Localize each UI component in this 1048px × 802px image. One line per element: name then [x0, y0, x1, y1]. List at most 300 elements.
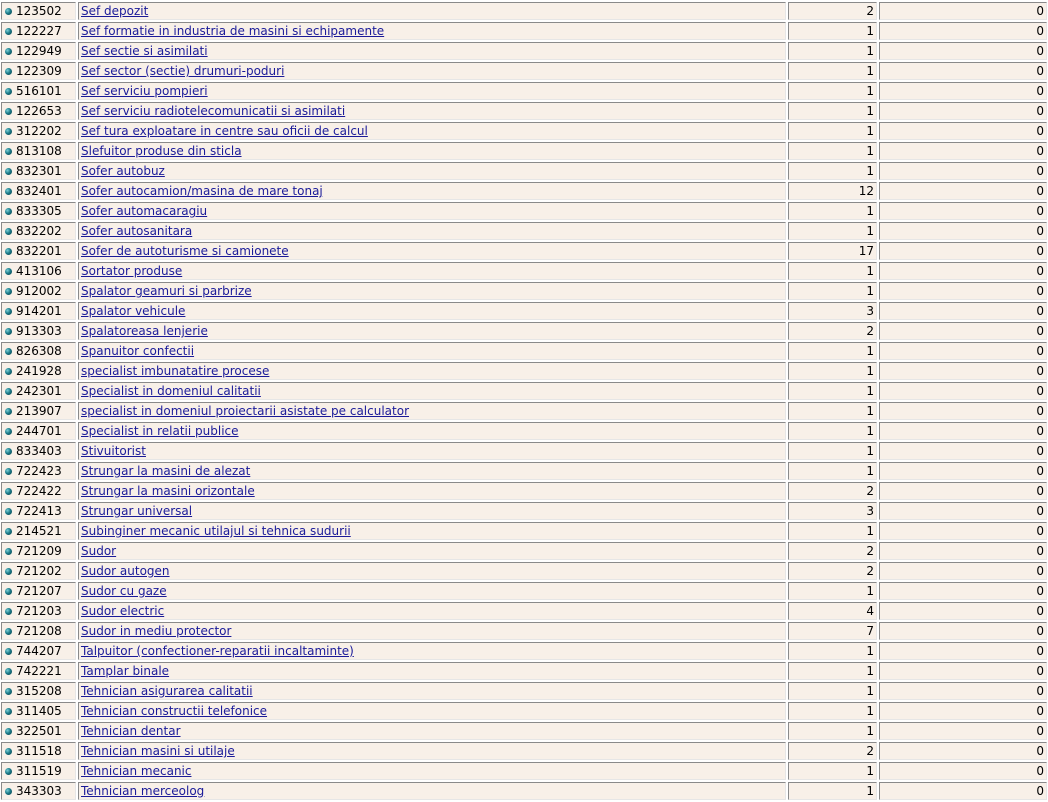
secondary-count: 0 [879, 62, 1047, 80]
table-row [1, 262, 1047, 280]
table-row [1, 702, 1047, 720]
vacancy-count: 3 [788, 302, 877, 320]
bullet-icon [5, 668, 12, 675]
occupation-code-cell [1, 222, 76, 240]
secondary-count: 0 [879, 182, 1047, 200]
secondary-count: 0 [879, 122, 1047, 140]
bullet-icon [5, 468, 12, 475]
occupation-link[interactable]: specialist in domeniul proiectarii asistate pe calculator [81, 404, 409, 418]
bullet-icon [5, 328, 12, 335]
vacancy-count: 12 [788, 182, 877, 200]
vacancy-count: 1 [788, 222, 877, 240]
secondary-count: 0 [879, 702, 1047, 720]
occupation-link[interactable]: Sofer autocamion/masina de mare tonaj [81, 184, 323, 198]
bullet-icon [5, 28, 12, 35]
occupation-code: 315208 [16, 684, 62, 698]
table-row [1, 342, 1047, 360]
occupation-code-cell [1, 122, 76, 140]
occupation-code: 832401 [16, 184, 62, 198]
table-row [1, 82, 1047, 100]
occupation-code: 722423 [16, 464, 62, 478]
occupation-link[interactable]: Sofer de autoturisme si camionete [81, 244, 289, 258]
occupation-title-cell [78, 642, 786, 660]
occupation-code-cell [1, 82, 76, 100]
occupation-link[interactable]: Sudor [81, 544, 117, 558]
occupation-code: 242301 [16, 384, 62, 398]
occupation-title-cell [78, 242, 786, 260]
bullet-icon [5, 428, 12, 435]
occupation-link[interactable]: Slefuitor produse din sticla [81, 144, 242, 158]
occupation-link[interactable]: Sudor in mediu protector [81, 624, 232, 638]
occupation-link[interactable]: Subinginer mecanic utilajul si tehnica sudurii [81, 524, 351, 538]
table-row [1, 762, 1047, 780]
occupation-code-cell [1, 702, 76, 720]
occupation-code: 722422 [16, 484, 62, 498]
occupation-title-cell [78, 322, 786, 340]
occupation-code-cell [1, 642, 76, 660]
secondary-count: 0 [879, 422, 1047, 440]
vacancy-count: 1 [788, 162, 877, 180]
secondary-count: 0 [879, 602, 1047, 620]
occupation-code: 516101 [16, 84, 62, 98]
occupation-code-cell [1, 542, 76, 560]
vacancy-count: 1 [788, 122, 877, 140]
occupation-title-cell [78, 182, 786, 200]
occupation-link[interactable]: Stivuitorist [81, 444, 146, 458]
bullet-icon [5, 8, 12, 15]
secondary-count: 0 [879, 242, 1047, 260]
occupation-link[interactable]: Sudor autogen [81, 564, 170, 578]
occupation-link[interactable]: Tehnician dentar [81, 724, 181, 738]
occupation-code: 826308 [16, 344, 62, 358]
occupation-title-cell [78, 542, 786, 560]
secondary-count: 0 [879, 522, 1047, 540]
table-row [1, 142, 1047, 160]
occupation-link[interactable]: Sofer automacaragiu [81, 204, 208, 218]
occupation-link[interactable]: Sef sectie si asimilati [81, 44, 208, 58]
secondary-count: 0 [879, 2, 1047, 20]
table-row [1, 722, 1047, 740]
bullet-icon [5, 248, 12, 255]
bullet-icon [5, 648, 12, 655]
occupation-code-cell [1, 522, 76, 540]
secondary-count: 0 [879, 402, 1047, 420]
vacancy-count: 1 [788, 402, 877, 420]
bullet-icon [5, 128, 12, 135]
occupation-code-cell [1, 782, 76, 800]
table-row [1, 562, 1047, 580]
occupation-code: 213907 [16, 404, 62, 418]
vacancy-count: 1 [788, 702, 877, 720]
bullet-icon [5, 168, 12, 175]
vacancy-count: 1 [788, 362, 877, 380]
occupation-code-cell [1, 282, 76, 300]
table-row [1, 22, 1047, 40]
bullet-icon [5, 88, 12, 95]
occupation-link[interactable]: Sofer autobuz [81, 164, 165, 178]
secondary-count: 0 [879, 682, 1047, 700]
occupation-title-cell [78, 722, 786, 740]
secondary-count: 0 [879, 502, 1047, 520]
occupation-code-cell [1, 762, 76, 780]
occupation-title-cell [78, 622, 786, 640]
occupation-title-cell [78, 442, 786, 460]
secondary-count: 0 [879, 482, 1047, 500]
occupation-link[interactable]: Tehnician constructii telefonice [81, 704, 268, 718]
occupation-code: 721207 [16, 584, 62, 598]
bullet-icon [5, 608, 12, 615]
occupation-title-cell [78, 262, 786, 280]
occupation-code-cell [1, 382, 76, 400]
table-row [1, 502, 1047, 520]
occupation-code: 214521 [16, 524, 62, 538]
bullet-icon [5, 688, 12, 695]
table-row [1, 602, 1047, 620]
secondary-count: 0 [879, 382, 1047, 400]
occupation-code: 721203 [16, 604, 62, 618]
occupation-code: 721202 [16, 564, 62, 578]
bullet-icon [5, 728, 12, 735]
occupation-link[interactable]: Sef depozit [81, 4, 149, 18]
vacancy-count: 17 [788, 242, 877, 260]
occupation-link[interactable]: Tehnician asigurarea calitatii [81, 684, 253, 698]
table-row [1, 462, 1047, 480]
occupation-title-cell [78, 782, 786, 800]
secondary-count: 0 [879, 282, 1047, 300]
occupation-link[interactable]: Tehnician masini si utilaje [81, 744, 235, 758]
occupation-link[interactable]: Sef serviciu pompieri [81, 84, 208, 98]
occupation-code-cell [1, 202, 76, 220]
occupation-link[interactable]: Tehnician merceolog [81, 784, 205, 798]
secondary-count: 0 [879, 362, 1047, 380]
vacancy-count: 1 [788, 102, 877, 120]
vacancy-count: 1 [788, 62, 877, 80]
table-row [1, 382, 1047, 400]
occupation-code-cell [1, 562, 76, 580]
occupation-code: 832202 [16, 224, 62, 238]
vacancy-count: 2 [788, 322, 877, 340]
occupation-link[interactable]: Sudor cu gaze [81, 584, 167, 598]
secondary-count: 0 [879, 342, 1047, 360]
occupation-code: 914201 [16, 304, 62, 318]
occupation-code-cell [1, 462, 76, 480]
occupation-title-cell [78, 222, 786, 240]
bullet-icon [5, 228, 12, 235]
secondary-count: 0 [879, 202, 1047, 220]
vacancy-count: 1 [788, 422, 877, 440]
vacancy-count: 2 [788, 2, 877, 20]
bullet-icon [5, 148, 12, 155]
occupation-code: 312202 [16, 124, 62, 138]
bullet-icon [5, 628, 12, 635]
occupation-code: 722413 [16, 504, 62, 518]
occupation-code-cell [1, 342, 76, 360]
vacancy-count: 2 [788, 562, 877, 580]
table-row [1, 742, 1047, 760]
occupation-link[interactable]: specialist imbunatatire procese [81, 364, 270, 378]
occupation-code-cell [1, 362, 76, 380]
occupation-title-cell [78, 42, 786, 60]
table-row [1, 642, 1047, 660]
secondary-count: 0 [879, 82, 1047, 100]
bullet-icon [5, 288, 12, 295]
occupation-link[interactable]: Tamplar binale [81, 664, 170, 678]
occupation-code: 122309 [16, 64, 62, 78]
vacancy-count: 1 [788, 762, 877, 780]
table-row [1, 682, 1047, 700]
occupation-title-cell [78, 22, 786, 40]
vacancy-count: 3 [788, 502, 877, 520]
bullet-icon [5, 528, 12, 535]
occupation-link[interactable]: Specialist in domeniul calitatii [81, 384, 261, 398]
vacancy-count: 1 [788, 522, 877, 540]
occupation-code-cell [1, 602, 76, 620]
bullet-icon [5, 448, 12, 455]
occupation-code: 311518 [16, 744, 62, 758]
vacancy-count: 1 [788, 262, 877, 280]
occupation-code: 122949 [16, 44, 62, 58]
occupation-link[interactable]: Strungar universal [81, 504, 193, 518]
occupation-code: 912002 [16, 284, 62, 298]
occupation-link[interactable]: Sortator produse [81, 264, 183, 278]
occupation-code-cell [1, 262, 76, 280]
occupation-title-cell [78, 102, 786, 120]
vacancy-count: 1 [788, 282, 877, 300]
vacancy-count: 1 [788, 582, 877, 600]
occupation-link[interactable]: Sef serviciu radiotelecomunicatii si asimilati [81, 104, 346, 118]
occupation-title-cell [78, 162, 786, 180]
occupation-title-cell [78, 422, 786, 440]
secondary-count: 0 [879, 22, 1047, 40]
occupation-link[interactable]: Sef formatie in industria de masini si echipamente [81, 24, 385, 38]
occupation-code-cell [1, 662, 76, 680]
table-row [1, 442, 1047, 460]
occupation-code: 721208 [16, 624, 62, 638]
table-row [1, 202, 1047, 220]
occupation-code: 122653 [16, 104, 62, 118]
bullet-icon [5, 768, 12, 775]
occupation-link[interactable]: Spanuitor confectii [81, 344, 195, 358]
table-row [1, 302, 1047, 320]
secondary-count: 0 [879, 582, 1047, 600]
table-row [1, 422, 1047, 440]
occupation-code-cell [1, 502, 76, 520]
occupation-code-cell [1, 442, 76, 460]
occupation-code: 122227 [16, 24, 62, 38]
occupation-title-cell [78, 382, 786, 400]
vacancy-count: 1 [788, 462, 877, 480]
occupation-code: 311519 [16, 764, 62, 778]
table-row [1, 42, 1047, 60]
bullet-icon [5, 408, 12, 415]
bullet-icon [5, 488, 12, 495]
occupation-code-cell [1, 422, 76, 440]
occupation-code: 244701 [16, 424, 62, 438]
table-row [1, 782, 1047, 800]
secondary-count: 0 [879, 642, 1047, 660]
vacancy-count: 1 [788, 662, 877, 680]
secondary-count: 0 [879, 542, 1047, 560]
occupation-link[interactable]: Tehnician mecanic [81, 764, 192, 778]
table-row [1, 122, 1047, 140]
table-row [1, 282, 1047, 300]
table-row [1, 482, 1047, 500]
occupation-link[interactable]: Strungar la masini de alezat [81, 464, 251, 478]
occupation-code: 833403 [16, 444, 62, 458]
bullet-icon [5, 108, 12, 115]
vacancy-count: 1 [788, 642, 877, 660]
bullet-icon [5, 588, 12, 595]
occupation-code-cell [1, 482, 76, 500]
occupation-title-cell [78, 662, 786, 680]
secondary-count: 0 [879, 442, 1047, 460]
occupation-code: 721209 [16, 544, 62, 558]
vacancy-count: 2 [788, 542, 877, 560]
bullet-icon [5, 348, 12, 355]
table-row [1, 182, 1047, 200]
occupation-title-cell [78, 362, 786, 380]
occupation-code-cell [1, 722, 76, 740]
table-row [1, 582, 1047, 600]
table-row [1, 62, 1047, 80]
vacancy-count: 1 [788, 42, 877, 60]
occupation-title-cell [78, 522, 786, 540]
vacancy-count: 1 [788, 382, 877, 400]
occupation-title-cell [78, 702, 786, 720]
occupation-title-cell [78, 282, 786, 300]
vacancy-count: 1 [788, 142, 877, 160]
vacancy-count: 1 [788, 22, 877, 40]
occupation-link[interactable]: Strungar la masini orizontale [81, 484, 255, 498]
secondary-count: 0 [879, 162, 1047, 180]
occupation-code-cell [1, 242, 76, 260]
occupation-code-cell [1, 302, 76, 320]
occupation-code: 833305 [16, 204, 62, 218]
occupation-title-cell [78, 82, 786, 100]
occupation-title-cell [78, 462, 786, 480]
table-row [1, 622, 1047, 640]
bullet-icon [5, 388, 12, 395]
secondary-count: 0 [879, 622, 1047, 640]
occupation-title-cell [78, 402, 786, 420]
bullet-icon [5, 508, 12, 515]
secondary-count: 0 [879, 42, 1047, 60]
vacancy-count: 1 [788, 722, 877, 740]
occupation-code: 343303 [16, 784, 62, 798]
table-row [1, 102, 1047, 120]
table-row [1, 242, 1047, 260]
vacancy-count: 1 [788, 442, 877, 460]
occupation-code-cell [1, 322, 76, 340]
occupation-code: 913303 [16, 324, 62, 338]
occupation-code-cell [1, 42, 76, 60]
occupation-link[interactable]: Sudor electric [81, 604, 165, 618]
occupation-title-cell [78, 762, 786, 780]
table-row [1, 662, 1047, 680]
secondary-count: 0 [879, 662, 1047, 680]
bullet-icon [5, 548, 12, 555]
occupation-link[interactable]: Spalator geamuri si parbrize [81, 284, 252, 298]
occupation-code: 832201 [16, 244, 62, 258]
bullet-icon [5, 48, 12, 55]
occupation-code-cell [1, 22, 76, 40]
vacancy-count: 1 [788, 202, 877, 220]
occupation-code-cell [1, 102, 76, 120]
secondary-count: 0 [879, 742, 1047, 760]
bullet-icon [5, 568, 12, 575]
occupation-title-cell [78, 582, 786, 600]
secondary-count: 0 [879, 762, 1047, 780]
table-row [1, 522, 1047, 540]
occupation-code-cell [1, 182, 76, 200]
bullet-icon [5, 188, 12, 195]
occupation-code: 123502 [16, 4, 62, 18]
secondary-count: 0 [879, 102, 1047, 120]
vacancy-count: 1 [788, 342, 877, 360]
occupation-link[interactable]: Sofer autosanitara [81, 224, 193, 238]
occupation-title-cell [78, 202, 786, 220]
table-row [1, 162, 1047, 180]
occupation-code: 832301 [16, 164, 62, 178]
table-row [1, 2, 1047, 20]
occupation-code: 813108 [16, 144, 62, 158]
occupation-title-cell [78, 742, 786, 760]
secondary-count: 0 [879, 222, 1047, 240]
occupation-code: 742221 [16, 664, 62, 678]
bullet-icon [5, 788, 12, 795]
occupation-title-cell [78, 302, 786, 320]
bullet-icon [5, 268, 12, 275]
occupation-code: 241928 [16, 364, 62, 378]
bullet-icon [5, 208, 12, 215]
occupation-code: 311405 [16, 704, 62, 718]
occupation-title-cell [78, 122, 786, 140]
occupation-link[interactable]: Sef tura exploatare in centre sau oficii de calcul [81, 124, 368, 138]
occupation-code: 322501 [16, 724, 62, 738]
occupation-title-cell [78, 482, 786, 500]
occupation-link[interactable]: Spalator vehicule [81, 304, 186, 318]
vacancy-count: 1 [788, 682, 877, 700]
occupation-title-cell [78, 142, 786, 160]
table-row [1, 402, 1047, 420]
occupation-link[interactable]: Spalatoreasa lenjerie [81, 324, 208, 338]
occupation-link[interactable]: Talpuitor (confectioner-reparatii incaltaminte) [81, 644, 354, 658]
table-row [1, 542, 1047, 560]
occupation-code-cell [1, 142, 76, 160]
occupation-link[interactable]: Sef sector (sectie) drumuri-poduri [81, 64, 285, 78]
secondary-count: 0 [879, 142, 1047, 160]
occupation-code: 413106 [16, 264, 62, 278]
bullet-icon [5, 308, 12, 315]
occupation-code-cell [1, 582, 76, 600]
occupation-code-cell [1, 742, 76, 760]
secondary-count: 0 [879, 562, 1047, 580]
table-row [1, 362, 1047, 380]
vacancy-count: 2 [788, 482, 877, 500]
secondary-count: 0 [879, 462, 1047, 480]
vacancy-count: 1 [788, 782, 877, 800]
occupation-title-cell [78, 602, 786, 620]
secondary-count: 0 [879, 262, 1047, 280]
occupation-link[interactable]: Specialist in relatii publice [81, 424, 239, 438]
occupation-code: 744207 [16, 644, 62, 658]
occupation-code-cell [1, 162, 76, 180]
occupation-code-cell [1, 682, 76, 700]
secondary-count: 0 [879, 722, 1047, 740]
occupation-title-cell [78, 342, 786, 360]
bullet-icon [5, 708, 12, 715]
occupation-title-cell [78, 562, 786, 580]
